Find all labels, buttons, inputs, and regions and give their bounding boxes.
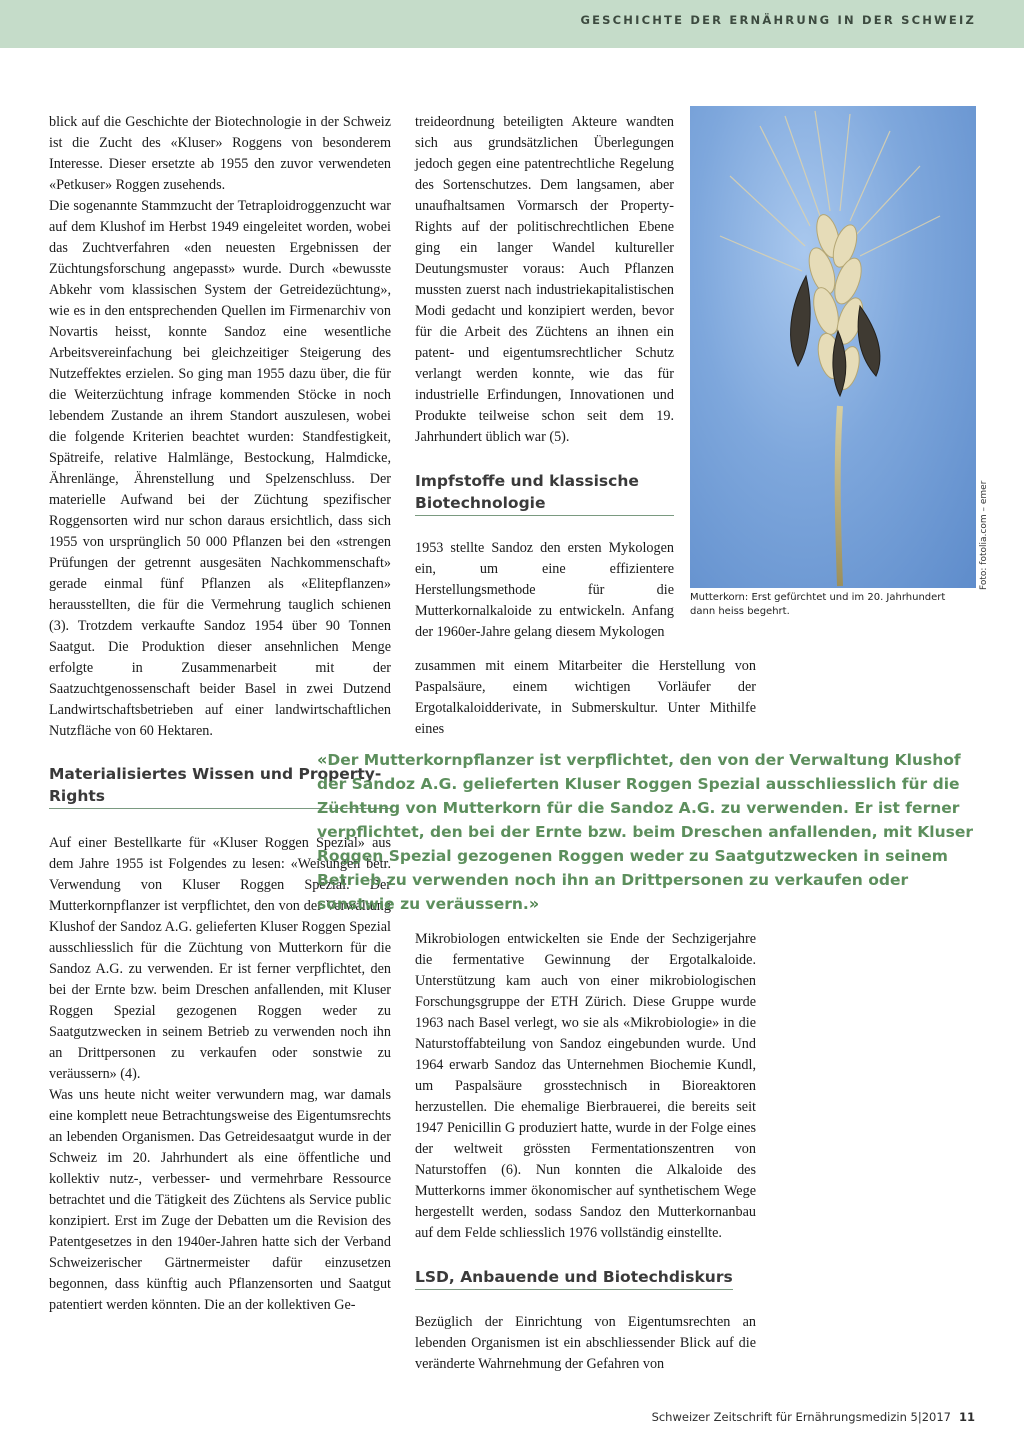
paragraph: Die sogenannte Stammzucht der Tetraploidroggenzucht war auf dem Klushof im Herbst 1949 eingeleitet worden, wobei das Zuchtverfahren «den neuesten Ergebnissen der Züchtungsforschung angepasst» wurde. Durch «bewusste Abkehr vom klassischen System der Getreidezüchtung», wie es in den entsprechenden Quellen im Firmenarchiv von Novartis heisst, konnte Sandoz eine wesentliche Arbeitsvereinfachung bei gleichzeitiger Steigerung des Nutzeffektes erzielen. So ging man 1955 dazu über, die für die Weiterzüchtung infrage kommenden Stöcke in noch lebendem Zustande an ihrem Standort auszulesen, wobei die folgende Kriterien beachtet wurden: Standfestigkeit, Spätreife, relative Halmlänge, Bestockung, Halmdicke, Ährenlänge, Ährenstellung und Spelzenschluss. Der materielle Aufwand bei der Züchtung spezifischer Roggensorten wird nur schon daraus ersichtlich, dass sich 1955 von ursprünglich 50 000 Pflanzen bei den «strengen Prüfungen der getrennt ausgesäten Nachkommenschaft» gerade einmal fünf Pflanzen als «Elitepflanzen» herausstellten, die für die Vermehrung tauglich schienen (3). Trotzdem verkaufte Sandoz 1954 über 90 Tonnen Saatgut. Die Produktion dieser ansehnlichen Menge erfolgte in Zusammenarbeit mit der Saatzuchtgenossenschaft beider Basel in zwei Dutzend Landwirtschaftsbetrieben auf einer landwirtschaftlichen Nutzfläche von 60 Hektaren. — [49, 198, 391, 739]
page-footer — [652, 1410, 975, 1424]
paragraph: Was uns heute nicht weiter verwundern mag, war damals eine komplett neue Betrachtungsweise des Eigentumsrechts an lebenden Organismen. Das Getreidesaatgut wurde in der Schweiz im 20. Jahrhundert als eine öffentliche und kollektiv nutz-, verbesser- und vermehrbare Ressource betrachtet und die Tätigkeit des Züchtens als Service public konzipiert. Erst im Zuge der Debatten um die Revision des Patentgesetzes in den 1940er-Jahren hatte sich der Verband Schweizerischer Gärtnermeister dafür einzusetzen begonnen, dass künftig auch Pflanzensorten und Saatgut patentiert werden könnten. Die an der kollektiven Ge- — [49, 1087, 391, 1313]
paragraph: Mikrobiologen entwickelten sie Ende der Sechzigerjahre die fermentative Gewinnung der Ergotalkaloide. Unterstützung kam auch von einer mikrobiologischen Forschungsgruppe der ETH Zürich. Diese Gruppe wurde 1963 nach Basel verlegt, wo sie als «Mikrobiologie» in die Naturstoffabteilung von Sandoz eingebunden wurde. Und 1964 erwarb Sandoz das Unternehmen Biochemie Kundl, um Paspalsäure grosstechnisch in Bioreaktoren herzustellen. Die ehemalige Bierbrauerei, die bereits seit 1947 Penicillin G produziert hatte, wurde in der Folge eines der weltweit grössten Fermentationszentren von Naturstoffen (6). Nun konnten die Alkaloide des Mutterkorns immer ökonomischer auf synthetischem Wege hergestellt werden, sodass Sandoz den Mutterkornanbau auf dem Felde schliesslich 1976 vollständig einstellte. — [415, 931, 756, 1241]
rye-ergot-photo — [690, 106, 976, 588]
running-header: GESCHICHTE DER ERNÄHRUNG IN DER SCHWEIZ — [580, 13, 976, 27]
column-middle-wide — [415, 656, 756, 740]
rye-spike-illustration — [690, 106, 976, 588]
section-heading: Materialisiertes Wissen und Property-Rights — [49, 763, 391, 809]
paragraph: 1953 stellte Sandoz den ersten Mykologen ein, um eine effizientere Herstellungsmethode für die Mutterkornalkaloide zu entwickeln. Anfang der 1960er-Jahre gelang diesem Mykologen — [415, 540, 674, 640]
section-heading: Impfstoffe und klassische Biotechnologie — [415, 470, 674, 516]
photo-credit: Foto: fotolia.com – emer — [979, 480, 989, 590]
open-quote-mark: « — [317, 750, 328, 769]
column-middle — [415, 112, 674, 643]
paragraph: zusammen mit einem Mitarbeiter die Herstellung von Paspalsäure, einem wichtigen Vorläufer der Ergotalkaloidderivate, in Submerskultur. Unter Mithilfe eines — [415, 658, 756, 737]
paragraph: Bezüglich der Einrichtung von Eigentumsrechten an lebenden Organismen ist ein abschliessender Blick auf die veränderte Wahrnehmung der Gefahren von — [415, 1314, 756, 1372]
page-number: 11 — [958, 1410, 975, 1424]
close-quote-mark: » — [528, 894, 540, 913]
column-right-lower — [415, 929, 756, 1375]
column-left — [49, 112, 391, 1316]
pull-quote — [317, 748, 977, 916]
image-caption: Mutterkorn: Erst gefürchtet und im 20. Jahrhundert dann heiss begehrt. — [690, 592, 946, 617]
journal-name: Schweizer Zeitschrift für Ernährungsmedizin 5|2017 — [651, 1410, 951, 1424]
paragraph: Auf einer Bestellkarte für «Kluser Roggen Spezial» aus dem Jahre 1955 ist Folgendes zu lesen: «Weisungen betr. Verwendung von Kluser Roggen Spezial. Der Mutterkornpflanzer ist verpflichtet, den von der Verwaltung Klushof der Sandoz A.G. gelieferten Kluser Roggen Spezial ausschliesslich für die Züchtung von Mutterkorn für die Sandoz A.G. zu verwenden. Er ist ferner verpflichtet, den bei der Ernte bzw. beim Dreschen anfallenden, mit Kluser Roggen Spezial gezogenen Roggen weder zu Saatgutzwecken in seinem Betrieb zu verwenden noch ihn an Drittpersonen zu verkaufen oder sonstwie zu veräussern» (4). — [49, 835, 391, 1082]
paragraph: blick auf die Geschichte der Biotechnologie in der Schweiz ist die Zucht des «Kluser» Roggens von besonderem Interesse. Dieser ersetzte ab 1955 den zuvor verwendeten «Petkuser» Roggen zusehends. — [49, 114, 391, 193]
paragraph: treideordnung beteiligten Akteure wandten sich aus grundsätzlichen Überlegungen jedoch gegen eine patentrechtliche Regelung des Sortenschutzes. Dem langsamen, aber unaufhaltsamen Vormarsch der Property-Rights auf der politischrechtlichen Ebene ging ein langer Wandel kultureller Deutungsmuster voraus: Auch Pflanzen mussten zuerst nach industriekapitalistischen Modi gedacht und konzipiert werden, bevor für die Arbeit des Züchtens an ihnen ein patent- und eigentumsrechtlicher Schutz verlangt werden konnte, wie das für industrielle Erfindungen, Innovationen und Produkte teilweise schon seit dem 19. Jahrhundert üblich war (5). — [415, 114, 674, 445]
pull-quote-text: Der Mutterkornpflanzer ist verpflichtet, den von der Verwaltung Klushof der Sandoz A.G. gelieferten Kluser Roggen Spezial ausschliesslich für die Züchtung von Mutterkorn für die Sandoz A.G. zu verwenden. Er ist ferner verpflichtet, den bei der Ernte bzw. beim Dreschen anfallenden, mit Kluser Roggen Spezial gezogenen Roggen weder zu Saatgutzwecken in seinem Betrieb zu verwenden noch ihn an Drittpersonen zu verkaufen oder sonstwie zu veräussern. — [317, 751, 974, 913]
header-band — [0, 0, 1024, 48]
section-heading: LSD, Anbauende und Biotechdiskurs — [415, 1266, 733, 1290]
